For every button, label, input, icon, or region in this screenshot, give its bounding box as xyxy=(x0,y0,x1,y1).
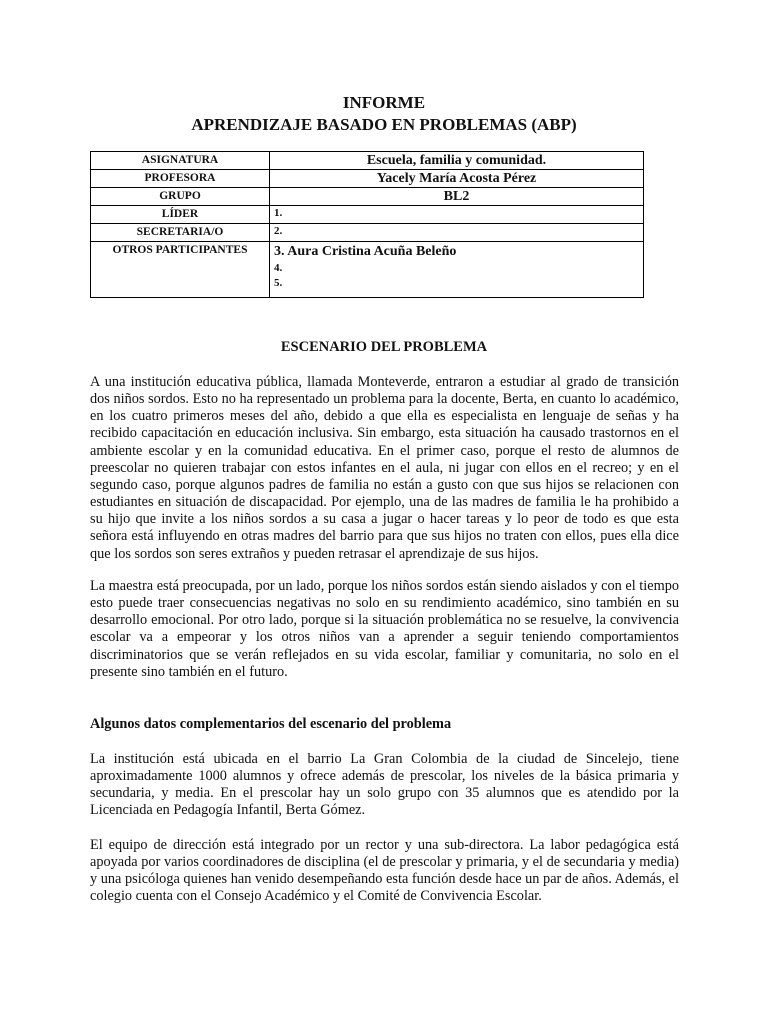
label-grupo: GRUPO xyxy=(91,188,270,206)
table-row-participantes xyxy=(91,242,644,298)
scenario-heading: ESCENARIO DEL PROBLEMA xyxy=(280,339,488,355)
participant-3: 3. Aura Cristina Acuña Beleño xyxy=(274,244,457,259)
complementary-heading: Algunos datos complementarios del escenario del problema xyxy=(90,716,452,732)
label-profesora: PROFESORA xyxy=(91,170,270,188)
document-subtitle: APRENDIZAJE BASADO EN PROBLEMAS (ABP) xyxy=(191,115,577,134)
complementary-paragraph-2: El equipo de dirección está integrado por un rector y una sub-directora. La labor pedagógica está apoyada por varios coordinadores de disciplina (el de prescolar y primaria, y el de secundaria y media) y una psicóloga quienes han venido desempeñando esta función desde hace un par de años. Además, el colegio cuenta con el Consejo Académico y el Comité de Convivencia Escolar. xyxy=(90,837,679,905)
participant-5: 5. xyxy=(274,277,283,289)
value-profesora: Yacely María Acosta Pérez xyxy=(270,170,644,188)
participant-4: 4. xyxy=(274,262,283,274)
label-secretaria: SECRETARIA/O xyxy=(91,224,270,242)
value-secretaria: 2. xyxy=(270,224,644,242)
value-otros-participantes xyxy=(270,242,644,298)
document-title: INFORME xyxy=(342,93,426,112)
table-row-profesora xyxy=(91,170,644,188)
value-grupo: BL2 xyxy=(270,188,644,206)
label-lider: LÍDER xyxy=(91,206,270,224)
table-row-secretaria xyxy=(91,224,644,242)
label-asignatura: ASIGNATURA xyxy=(91,152,270,170)
label-otros-participantes: OTROS PARTICIPANTES xyxy=(91,242,270,298)
value-asignatura: Escuela, familia y comunidad. xyxy=(270,152,644,170)
scenario-paragraph-2: La maestra está preocupada, por un lado, porque los niños sordos están siendo aislados y con el tiempo esto puede traer consecuencias negativas no solo en su rendimiento académico, sino también en su desarrollo emocional. Por otro lado, porque si la situación problemática no se resuelve, la convivencia escolar va a empeorar y los otros niños van a aprender a seguir teniendo comportamientos discriminatorios que se verán reflejados en su vida escolar, familiar y comunitaria, no solo en el presente sino también en el futuro. xyxy=(90,578,679,680)
complementary-paragraph-1: La institución está ubicada en el barrio La Gran Colombia de la ciudad de Sincelejo, tiene aproximadamente 1000 alumnos y ofrece además de prescolar, los niveles de la básica primaria y secundaria, y media. En el prescolar hay un solo grupo con 35 alumnos que es atendido por la Licenciada en Pedagogía Infantil, Berta Gómez. xyxy=(90,751,679,819)
table-row-lider xyxy=(91,206,644,224)
table-row-asignatura xyxy=(91,152,644,170)
scenario-paragraph-1: A una institución educativa pública, llamada Monteverde, entraron a estudiar al grado de transición dos niños sordos. Esto no ha representado un problema para la docente, Berta, en cuanto lo académico, en los cuatro primeros meses del año, debido a que ella es especialista en lenguaje de señas y ha recibido capacitación en educación inclusiva. Sin embargo, esta situación ha causado trastornos en el ambiente escolar y en la comunidad educativa. En el primer caso, porque el resto de alumnos de preescolar no quieren trabajar con estos infantes en el aula, ni jugar con ellos en el recreo; y en el segundo caso, porque algunos padres de familia no están a gusto con que sus hijos se relacionen con estudiantes en situación de discapacidad. Por ejemplo, una de las madres de familia le ha prohibido a su hijo que invite a los niños sordos a su casa a jugar o hacer tareas y lo peor de todo es que esta señora está influyendo en otras madres del barrio para que sus hijos no traten con ellos, pues ella dice que los sordos son seres extraños y pueden retrasar el aprendizaje de sus hijos. xyxy=(90,374,679,562)
info-table xyxy=(90,151,644,298)
value-lider: 1. xyxy=(270,206,644,224)
table-row-grupo xyxy=(91,188,644,206)
